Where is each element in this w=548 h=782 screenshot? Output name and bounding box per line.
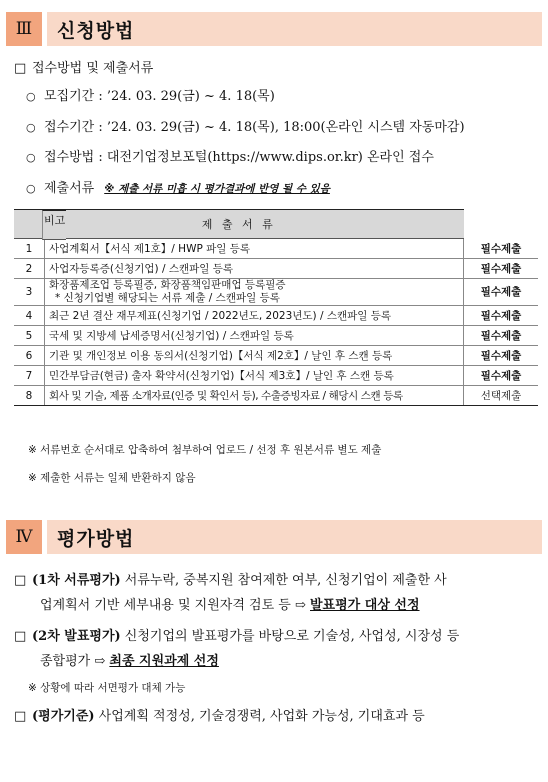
note-no-return: ※ 제출한 서류는 일체 반환하지 않음 bbox=[28, 472, 196, 484]
circle-bullet-icon: ○ bbox=[26, 121, 36, 134]
table-row: 2 사업자등록증(신청기업) / 스캔파일 등록 필수제출 bbox=[14, 259, 538, 279]
documents-table bbox=[14, 209, 538, 406]
reception-period: ○ 접수기간 : ’24. 03. 29(금) ~ 4. 18(목), 18:00(온라인 시스템 자동마감) bbox=[26, 120, 465, 135]
eval-second-stage: □ (2차 발표평가) 신청기업의 발표평가를 바탕으로 기술성, 사업성, 시장성 등 bbox=[14, 629, 460, 644]
reception-method: ○ 접수방법 : 대전기업정보포털(https://www.dips.or.kr) 온라인 접수 bbox=[26, 150, 434, 165]
section-4-number: Ⅳ bbox=[6, 520, 42, 554]
table-row: 5 국세 및 지방세 납세증명서(신청기업) / 스캔파일 등록 필수제출 bbox=[14, 326, 538, 346]
table-row: 8 회사 및 기술, 제품 소개자료(인증 및 확인서 등), 수출증빙자료 / 해당시 스캔 등록 선택제출 bbox=[14, 386, 538, 406]
table-row: 7 민간부담금(현금) 출자 확약서(신청기업)【서식 제3호】/ 날인 후 스캔 등록 필수제출 bbox=[14, 366, 538, 386]
eval-first-stage: □ (1차 서류평가) 서류누락, 중복지원 참여제한 여부, 신청기업이 제출한 사 bbox=[14, 573, 447, 588]
documents-warning: ※ 제출 서류 미흡 시 평가결과에 반영 될 수 있음 bbox=[104, 183, 330, 195]
eval-second-stage-cont: 종합평가 ⇨ 최종 지원과제 선정 bbox=[40, 654, 219, 669]
recruit-period: ○ 모집기간 : ’24. 03. 29(금) ~ 4. 18(목) bbox=[26, 89, 275, 104]
circle-bullet-icon: ○ bbox=[26, 182, 36, 195]
section-3-header bbox=[6, 12, 542, 46]
circle-bullet-icon: ○ bbox=[26, 90, 36, 103]
section-4-title: 평가방법 bbox=[57, 527, 135, 550]
square-bullet-icon: □ bbox=[14, 629, 27, 644]
submission-heading: □ 접수방법 및 제출서류 bbox=[14, 61, 154, 76]
table-header bbox=[14, 210, 538, 239]
table-row: 1 사업계획서【서식 제1호】/ HWP 파일 등록 필수제출 bbox=[14, 239, 538, 259]
second-stage-result: 최종 지원과제 선정 bbox=[109, 654, 219, 669]
section-3-title: 신청방법 bbox=[57, 19, 135, 42]
table-row: 4 최근 2년 결산 재무제표(신청기업 / 2022년도, 2023년도) / 스캔파일 등록 필수제출 bbox=[14, 306, 538, 326]
note-compress: ※ 서류번호 순서대로 압축하여 첨부하여 업로드 / 선정 후 원본서류 별도 제출 bbox=[28, 444, 382, 456]
eval-criteria: □ (평가기준) 사업계획 적정성, 기술경쟁력, 사업화 가능성, 기대효과 등 bbox=[14, 709, 425, 724]
section-4-header bbox=[6, 520, 542, 554]
header-note: 비고 bbox=[42, 210, 66, 240]
eval-first-stage-cont: 업계획서 기반 세부내용 및 지원자격 검토 등 ⇨ 발표평가 대상 선정 bbox=[40, 598, 420, 613]
first-stage-result: 발표평가 대상 선정 bbox=[310, 598, 420, 613]
section-3-number: Ⅲ bbox=[6, 12, 42, 46]
square-bullet-icon: □ bbox=[14, 573, 27, 588]
circle-bullet-icon: ○ bbox=[26, 151, 36, 164]
table-row: 6 기관 및 개인정보 이용 동의서(신청기업)【서식 제2호】/ 날인 후 스캔 등록 필수제출 bbox=[14, 346, 538, 366]
required-documents: ○ 제출서류 ※ 제출 서류 미흡 시 평가결과에 반영 될 수 있음 bbox=[26, 181, 330, 196]
note-written-eval: ※ 상황에 따라 서면평가 대체 가능 bbox=[28, 682, 186, 694]
header-documents: 제 출 서 류 bbox=[14, 210, 464, 239]
square-bullet-icon: □ bbox=[14, 61, 27, 76]
square-bullet-icon: □ bbox=[14, 709, 27, 724]
table-row: 3 화장품제조업 등록필증, 화장품책임판매업 등록필증 * 신청기업별 해당되는 서류 제출 / 스캔파일 등록 필수제출 bbox=[14, 279, 538, 306]
